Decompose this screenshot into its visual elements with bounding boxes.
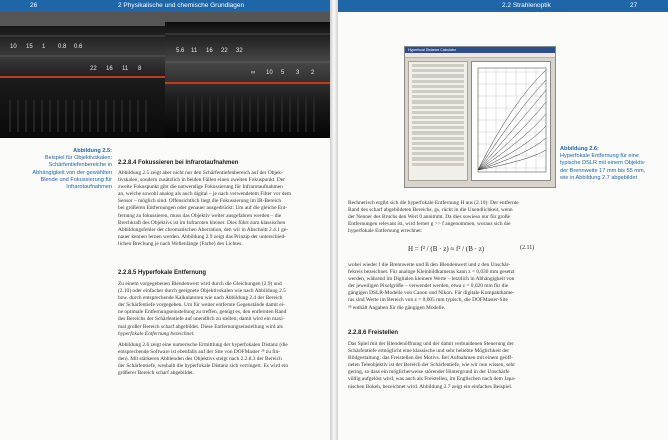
right-chapter-heading: 2.2 Strahlenoptik: [502, 2, 551, 9]
body-line: Das Spiel mit der Blendenöffnung und der damit verbundenen Steuerung der: [348, 341, 514, 347]
caption-line: typische DSLR mit einem Objektiv: [560, 160, 645, 167]
lens-scale-number: 2: [311, 70, 315, 76]
body-line: (2.10) oder einfacher durch geeignete Objektivskalen wie nach Abbildung 2.5: [118, 288, 286, 295]
section-heading-2-2-8-5: 2.2.8.5 Hyperfokale Entfernung: [118, 270, 207, 276]
section-heading-2-2-8-6: 2.2.8.6 Freistellen: [348, 330, 399, 336]
body-line: bzw. durch entsprechende Kalkulatoren wie nach Abbildung 2.4 der Bereich: [118, 295, 283, 302]
body-line: nischen Bokeh, bezeichnet wird. Abbildung 2.7 zeigt ein einfaches Beispiel.: [348, 383, 513, 390]
body-line: ne optimale Entfernungseinstellung zu treffen, genügt es, den entfernten Rand: [118, 309, 287, 316]
figure-2-5-caption: [2, 148, 112, 191]
body-line: hyperfokale Entfernung bezeichnet.: [118, 330, 195, 337]
body-line: tivskalen, sondern zusätzlich in beiden Fällen einen zweiten Fokuspunkt. Der: [118, 177, 285, 184]
lens-scale-number: 11: [191, 48, 198, 54]
lens-scale-number: 3: [296, 70, 300, 76]
section-2-2-8-5-body: [118, 281, 323, 377]
lens-scale-number: 8: [138, 66, 142, 72]
figure-2-5-caption-title: Abbildung 2.5:: [73, 148, 112, 154]
body-line: den). Mit stärkeren Abblenden des Objektivs steigt nach 2.2.8.3 der Bereich: [118, 355, 282, 362]
body-line: größerer Bereich scharf abgebildet.: [118, 370, 195, 377]
body-line: zweite Fokuspunkt gibt die notwendige Fokussierung für Infrarotaufnahmen: [118, 184, 283, 191]
body-line: Entfernungen relevant ist, wird ferner g >> f angenommen, woraus sich die: [348, 221, 511, 228]
section-2-2-8-4-body: [118, 170, 323, 248]
lens-scale-number: 1: [42, 44, 46, 50]
caption-line: Abhängigkeit von der gewählten: [32, 169, 112, 176]
screenshot-hyperfocal-plot: [471, 61, 551, 181]
lens-scale-number: ∞: [251, 70, 256, 76]
body-line: Rechnerisch ergibt sich die hyperfokale Entfernung H aus (2.10): Der entfernte: [348, 200, 519, 206]
lens-scale-number: 16: [106, 66, 113, 72]
right-page: [338, 0, 668, 440]
body-line: fernung zu fokussieren, muss das Objektiv weiter ausgefahren werden – die: [118, 212, 282, 219]
body-line: lichen Brechung je nach Wellenlänge (Farbe) des Lichtes.: [118, 240, 243, 247]
lens-photo-graphic: [0, 12, 330, 138]
caption-line: Schärfentiefenbereiche in: [48, 162, 112, 169]
body-line: nauer kennen lernen werden. Abbildung 2.9 zeigt das Prinzip der unterschied-: [118, 233, 286, 240]
body-line: hyperfokale Entfernung errechnet:: [348, 228, 423, 235]
body-line: ras sind Werte im Bereich von z = 0,005 mm typisch, die DOFMaster-Site: [348, 297, 508, 304]
body-line: werden, während im Digitalen kleinere Werte – letztlich in Abhängigkeit von: [348, 276, 515, 283]
screenshot-settings-panel: [408, 61, 468, 181]
body-line: gering, so dass ein möglicherweise störender Hintergrund in der Unschärfe: [348, 369, 510, 376]
screenshot-title: Hyperfocal Distance Calculator: [408, 48, 457, 52]
left-page: [0, 0, 331, 440]
right-page-number: 27: [630, 2, 638, 9]
book-gutter: [330, 0, 338, 440]
caption-line: Beispiel für Objektivskalen:: [44, 155, 112, 162]
body-line: Abbildung 2.6 zeigt eine numerische Ermittlung der hyperfokalen Distanz (die: [118, 341, 288, 348]
body-line: Bildgestaltung: das Freistellen des Motivs. Bei Aufnahmen mit einem geöff-: [348, 355, 513, 362]
body-line: ²⁸ enthält Angaben für die gängigen Modelle.: [348, 304, 446, 311]
equation-2-11: H = f² / (B · z) ≈ f² / (B · z): [408, 245, 485, 253]
figure-2-6-caption: [560, 146, 660, 182]
lens-scale-number: 22: [90, 66, 97, 72]
caption-line: Hyperfokale Entfernung für eine: [560, 153, 639, 160]
body-line: Brechkraft des Objektivs ist im Infraroten kleiner. Dies führt zum klassischen: [118, 219, 286, 226]
plot-graphic: [472, 62, 550, 180]
body-line: Zu einem vorgegebenen Blendenwert wird durch die Gleichungen (2.9) und: [118, 281, 282, 287]
lens-scale-photo: [0, 12, 330, 138]
body-line: wobei wieder f die Brennweite und B den Blendenwert und z den Unschär-: [348, 262, 511, 268]
lens-scale-number: 10: [10, 44, 17, 50]
lens-scale-number: 16: [206, 48, 213, 54]
body-line: neten Teleobjektiv ist der Bereich der Schärfentiefe, wie wir nun wissen, sehr: [348, 362, 516, 369]
lens-scale-number: 32: [236, 48, 243, 54]
hyperfocal-derivation-paragraph: [348, 200, 553, 235]
lens-scale-number: 5: [281, 70, 285, 76]
body-line: der Schärfentiefe, weshalb die hyperfokale Distanz sich verringert. Es wird ein: [118, 363, 289, 370]
body-line: der Schärfentiefe vorgegeben. Um für weiter entfernte Gegenstände damit ei-: [118, 302, 285, 309]
body-line: mal großer Bereich scharf abgebildet. Diese Entfernungseinstellung wird als: [118, 323, 283, 330]
lens-scale-number: 22: [221, 48, 228, 54]
body-line: entsprechende Software ist ebenfalls auf der Site von DOFMaster ²⁸ zu fin-: [118, 348, 281, 355]
caption-line: Infrarotaufnahmen: [66, 184, 112, 191]
body-line: an, welche sowohl analog als auch digital – je nach verwendetem Filter vor dem: [118, 191, 292, 198]
body-line: fekreis bezeichnet. Für analoge Kleinbildkameras kann z = 0,030 mm gesetzt: [348, 269, 515, 276]
body-line: des Bereichs der Schärfentiefe auf unendlich zu stellen; damit wird ein maxi-: [118, 316, 285, 323]
body-line: Sensor – möglich sind. Offensichtlich liegt die Fokussierung im IR-Bereich: [118, 198, 282, 205]
section-heading-2-2-8-4: 2.2.8.4 Fokussieren bei Infrarotaufnahmen: [118, 160, 239, 166]
screenshot-menubar: [405, 53, 555, 58]
lens-scale-number: 0.8: [58, 44, 67, 50]
caption-line: der Brennweite 17 mm bis 55 mm,: [560, 167, 646, 174]
hyperfocal-calculator-screenshot: [404, 46, 556, 188]
caption-line: wie in Abbildung 2.7 abgebildet: [560, 174, 638, 181]
section-2-2-8-6-body: [348, 341, 553, 391]
equation-number: (2.11): [520, 245, 535, 251]
left-chapter-heading: 2 Physikalische und chemische Grundlagen: [118, 2, 245, 9]
body-line: Rand des scharf abgebildeten Bereichs, gₕ, rückt in die Unendlichkeit, wenn: [348, 207, 513, 214]
body-line: Abbildungsfehler der chromatischen Aberration, den wir in Abschnitt 2.4.1 ge-: [118, 226, 289, 233]
lens-scale-number: 10: [266, 70, 273, 76]
caption-line: Blende und Fokussierung für: [40, 176, 112, 183]
body-line: Abbildung 2.5 zeigt aber nicht nur den Schärfentiefenbereich auf der Objek-: [118, 170, 283, 176]
left-page-header: [0, 0, 330, 12]
circle-of-confusion-paragraph: [348, 262, 553, 312]
body-line: der Nenner des Bruchs den Wert 0 annimmt. Da dies sowieso nur für große: [348, 214, 511, 221]
left-page-number: 26: [30, 2, 38, 9]
lens-scale-number: 15: [26, 44, 33, 50]
figure-2-6-caption-title: Abbildung 2.6:: [560, 146, 599, 152]
lens-scale-number: 0.6: [74, 44, 83, 50]
lens-scale-number: 5.6: [176, 48, 185, 54]
body-line: bei größeren Entfernungen oder genauer ausgedrückt: Um auf die gleiche Ent-: [118, 205, 288, 212]
body-line: Schärfentiefe ermöglicht eine klassische und sehr beliebte Möglichkeit der: [348, 348, 510, 355]
lens-scale-number: 11: [122, 66, 129, 72]
right-page-header: [338, 0, 668, 12]
body-line: völlig aufgelöst wird, was auch als Freistellen, im Englischen nach dem Japa-: [348, 376, 516, 383]
body-line: der jeweiligen Pixelgröße – verwendet werden, etwa z = 0,020 mm für die: [348, 283, 509, 290]
body-line: gängigen DSLR-Modelle von Canon und Nikon. Für digitale Kompaktkame-: [348, 290, 515, 297]
